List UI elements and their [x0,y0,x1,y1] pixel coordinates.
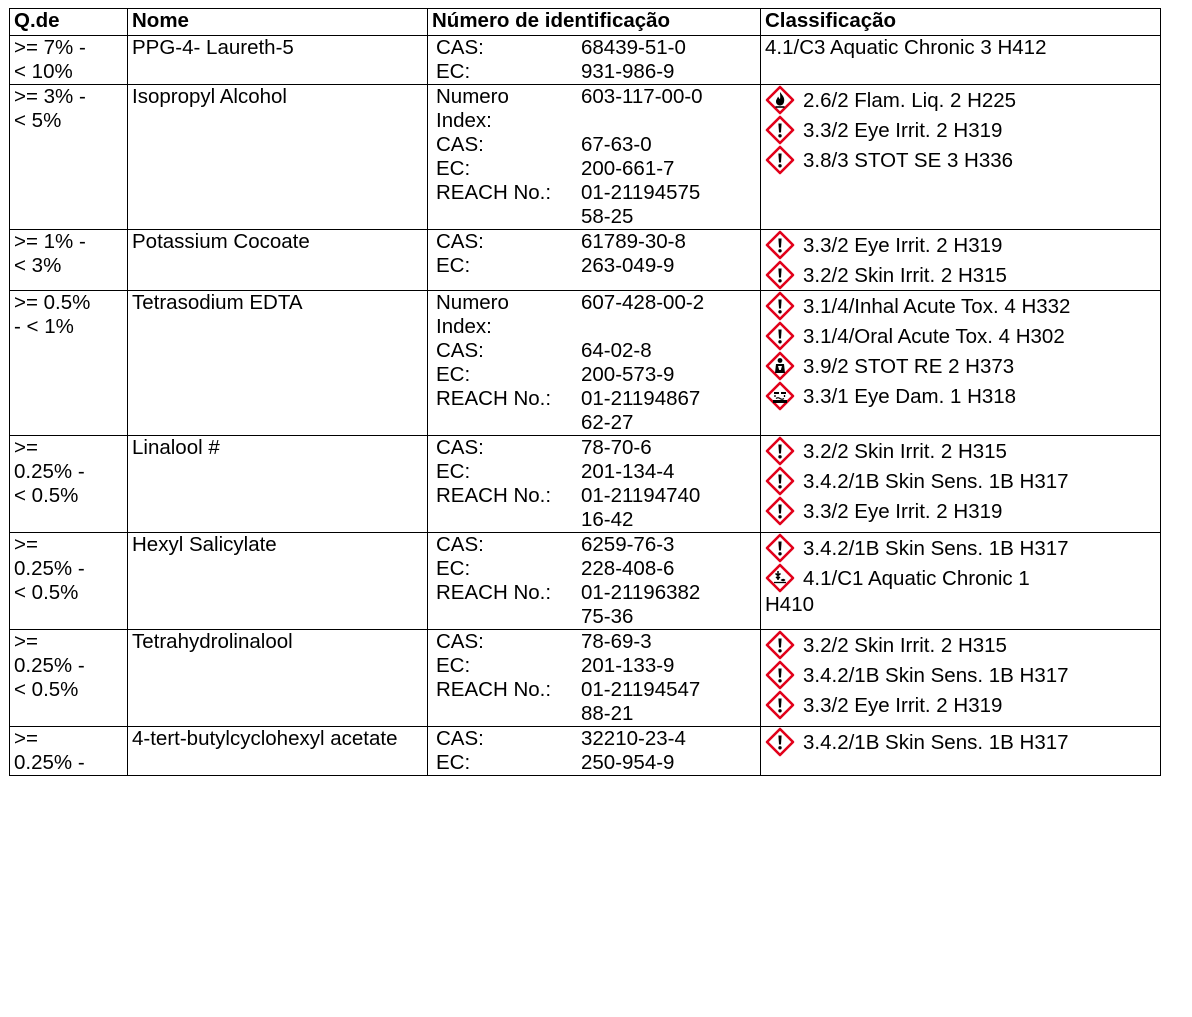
hazard-statement [765,85,1156,115]
identifier-key: CAS: [436,727,484,750]
identifier-row [432,411,756,435]
identifier-row [432,557,756,581]
identifier-key [432,605,581,629]
hazard-statement [765,260,1156,290]
identifier-row [432,230,756,254]
identifier-row [432,291,756,315]
header-qty: Q.de [10,9,128,36]
identifier-value: 250-954-9 [581,751,675,774]
exclamation-icon [765,727,795,757]
identifier-cell [428,85,761,230]
exclamation-icon [765,496,795,526]
identifier-key: EC: [436,60,471,83]
identifier-row [432,254,756,278]
identifier-row [432,654,756,678]
qty-cell [10,291,128,436]
qty-cell [10,230,128,291]
identifier-value: 228-408-6 [581,557,675,580]
identifier-value: 32210-23-4 [581,727,686,750]
identifier-cell [428,630,761,727]
identifier-key: EC: [436,460,471,483]
table-row [10,36,1161,85]
identifier-cell [428,230,761,291]
qty-line: 0.25% - [14,557,85,580]
qty-line: < 0.5% [14,484,79,507]
identifier-row [432,581,756,605]
hazard-statement [765,563,1156,593]
substance-name: 4-tert-butylcyclohexyl acetate [128,727,428,776]
exclamation-icon [765,690,795,720]
hazard-text: 3.3/1 Eye Dam. 1 H318 [803,385,1017,408]
qty-line: >= [14,630,38,653]
identifier-value: 58-25 [581,205,634,228]
identifier-key: REACH No.: [436,387,552,410]
identifier-key: CAS: [436,133,484,156]
classification-cell [761,533,1161,630]
hazard-text: 4.1/C1 Aquatic Chronic 1 [803,567,1030,590]
identifier-value: 6259-76-3 [581,533,675,556]
qty-cell [10,727,128,776]
exclamation-icon [765,660,795,690]
identifier-key: Index: [436,109,492,132]
identifier-value: 201-133-9 [581,654,675,677]
identifier-cell [428,291,761,436]
hazard-statement [765,230,1156,260]
identifier-key: CAS: [436,339,484,362]
substance-name: Isopropyl Alcohol [128,85,428,230]
identifier-row [432,630,756,654]
classification-continuation: H410 [765,593,815,616]
identifier-row [432,133,756,157]
hazard-text: 3.4.2/1B Skin Sens. 1B H317 [803,731,1069,754]
qty-cell [10,36,128,85]
qty-line: >= [14,727,38,750]
hazard-statement [765,145,1156,175]
identifier-key: REACH No.: [436,484,552,507]
header-classification: Classificação [761,9,1161,36]
identifier-key [432,702,581,726]
identifier-row [432,727,756,751]
identifier-key: CAS: [436,230,484,253]
identifier-value: 67-63-0 [581,133,652,156]
identifier-row [432,678,756,702]
identifier-value: 64-02-8 [581,339,652,362]
hazard-text: 3.9/2 STOT RE 2 H373 [803,355,1015,378]
identifier-value: 78-70-6 [581,436,652,459]
identifier-key: Index: [436,315,492,338]
exclamation-icon [765,291,795,321]
identifier-row [432,339,756,363]
substance-name: PPG-4- Laureth-5 [128,36,428,85]
identifier-value: 931-986-9 [581,60,675,83]
substance-name: Tetrahydrolinalool [128,630,428,727]
qty-line: >= 0.5% [14,291,91,314]
qty-line: < 5% [14,109,62,132]
exclamation-icon [765,630,795,660]
identifier-key: EC: [436,157,471,180]
identifier-key: CAS: [436,436,484,459]
hazard-statement [765,533,1156,563]
hazard-statement [765,630,1156,660]
hazard-text: 3.2/2 Skin Irrit. 2 H315 [803,264,1007,287]
classification-cell [761,727,1161,776]
identifier-value [581,315,756,339]
identifier-value: 200-573-9 [581,363,675,386]
identifier-row [432,387,756,411]
exclamation-icon [765,260,795,290]
identifier-key: REACH No.: [436,181,552,204]
classification-cell [761,85,1161,230]
hazard-statement [765,436,1156,466]
identifier-row [432,315,756,339]
qty-line: >= [14,436,38,459]
identifier-row [432,533,756,557]
qty-line: < 10% [14,60,73,83]
identifier-value: 01-21194740 [581,484,701,507]
hazard-text: 2.6/2 Flam. Liq. 2 H225 [803,89,1017,112]
hazard-text: 3.8/3 STOT SE 3 H336 [803,149,1014,172]
substance-name: Tetrasodium EDTA [128,291,428,436]
identifier-value: 607-428-00-2 [581,291,705,314]
classification-cell [761,436,1161,533]
identifier-value: 01-21194547 [581,678,701,701]
hazard-text: 3.3/2 Eye Irrit. 2 H319 [803,694,1003,717]
exclamation-icon [765,145,795,175]
identifier-key: CAS: [436,630,484,653]
hazard-statement [765,466,1156,496]
qty-line: 0.25% - [14,460,85,483]
identifier-key: EC: [436,254,471,277]
qty-line: >= 7% - [14,36,86,59]
classification-cell [761,291,1161,436]
qty-cell [10,85,128,230]
qty-cell [10,630,128,727]
hazard-statement [765,291,1156,321]
exclamation-icon [765,321,795,351]
hazard-statement [765,351,1156,381]
identifier-row [432,36,756,60]
hazard-text: 3.2/2 Skin Irrit. 2 H315 [803,440,1007,463]
identifier-key: REACH No.: [436,678,552,701]
table-row [10,85,1161,230]
classification-text: 4.1/C3 Aquatic Chronic 3 H412 [765,36,1047,59]
exclamation-icon [765,533,795,563]
header-id: Número de identificação [428,9,761,36]
qty-line: >= [14,533,38,556]
identifier-row [432,484,756,508]
table-row [10,630,1161,727]
qty-line: >= 3% - [14,85,86,108]
hazard-text: 3.4.2/1B Skin Sens. 1B H317 [803,537,1069,560]
identifier-key: CAS: [436,36,484,59]
exclamation-icon [765,436,795,466]
identifier-row [432,605,756,629]
table-row [10,727,1161,776]
qty-line: 0.25% - [14,654,85,677]
identifier-key: Numero [436,291,509,314]
hazard-text: 3.4.2/1B Skin Sens. 1B H317 [803,470,1069,493]
hazard-text: 3.3/2 Eye Irrit. 2 H319 [803,119,1003,142]
qty-line: < 0.5% [14,678,79,701]
identifier-cell [428,533,761,630]
identifier-row [432,436,756,460]
identifier-value [581,109,756,133]
hazard-statement [765,690,1156,720]
environment-icon [765,563,795,593]
identifier-row [432,205,756,229]
exclamation-icon [765,466,795,496]
flame-icon [765,85,795,115]
substance-name: Hexyl Salicylate [128,533,428,630]
qty-line: < 3% [14,254,62,277]
composition-table [9,8,1161,776]
identifier-key: Numero [436,85,509,108]
substance-name: Linalool # [128,436,428,533]
substance-name: Potassium Cocoate [128,230,428,291]
identifier-row [432,460,756,484]
identifier-row [432,751,756,775]
identifier-value: 200-661-7 [581,157,675,180]
identifier-value: 603-117-00-0 [581,85,703,108]
identifier-cell [428,436,761,533]
identifier-value: 62-27 [581,411,634,434]
identifier-value: 61789-30-8 [581,230,686,253]
table-row [10,533,1161,630]
hazard-text: 3.3/2 Eye Irrit. 2 H319 [803,500,1003,523]
identifier-key [432,508,581,532]
identifier-value: 01-21194867 [581,387,701,410]
identifier-key: EC: [436,363,471,386]
identifier-row [432,157,756,181]
table-row [10,291,1161,436]
identifier-value: 201-134-4 [581,460,675,483]
identifier-row [432,363,756,387]
qty-line: >= 1% - [14,230,86,253]
identifier-value: 01-21194575 [581,181,701,204]
identifier-key: REACH No.: [436,581,552,604]
identifier-value: 75-36 [581,605,634,628]
identifier-key [432,205,581,229]
qty-cell [10,436,128,533]
hazard-statement [765,381,1156,411]
table-row [10,436,1161,533]
classification-cell [761,36,1161,85]
identifier-value: 16-42 [581,508,634,531]
identifier-row [432,60,756,84]
hazard-text: 3.2/2 Skin Irrit. 2 H315 [803,634,1007,657]
header-row [10,9,1161,36]
identifier-key: EC: [436,751,471,774]
hazard-statement [765,115,1156,145]
identifier-key: CAS: [436,533,484,556]
identifier-row [432,109,756,133]
identifier-key: EC: [436,654,471,677]
hazard-text: 3.1/4/Oral Acute Tox. 4 H302 [803,325,1065,348]
table-row [10,230,1161,291]
identifier-key [432,411,581,435]
hazard-statement [765,496,1156,526]
hazard-text: 3.3/2 Eye Irrit. 2 H319 [803,234,1003,257]
identifier-value: 01-21196382 [581,581,701,604]
identifier-row [432,508,756,532]
qty-line: 0.25% - [14,751,85,774]
classification-cell [761,630,1161,727]
corrosion-icon [765,381,795,411]
exclamation-icon [765,230,795,260]
identifier-value: 263-049-9 [581,254,675,277]
identifier-row [432,702,756,726]
header-name: Nome [128,9,428,36]
hazard-text: 3.4.2/1B Skin Sens. 1B H317 [803,664,1069,687]
qty-line: - < 1% [14,315,74,338]
health-hazard-icon [765,351,795,381]
identifier-row [432,85,756,109]
identifier-value: 78-69-3 [581,630,652,653]
classification-cell [761,230,1161,291]
identifier-key: EC: [436,557,471,580]
qty-line: < 0.5% [14,581,79,604]
identifier-cell [428,727,761,776]
hazard-statement [765,321,1156,351]
qty-cell [10,533,128,630]
identifier-cell [428,36,761,85]
exclamation-icon [765,115,795,145]
identifier-row [432,181,756,205]
hazard-statement [765,660,1156,690]
identifier-value: 68439-51-0 [581,36,686,59]
hazard-text: 3.1/4/Inhal Acute Tox. 4 H332 [803,295,1071,318]
hazard-statement [765,727,1156,757]
identifier-value: 88-21 [581,702,634,725]
